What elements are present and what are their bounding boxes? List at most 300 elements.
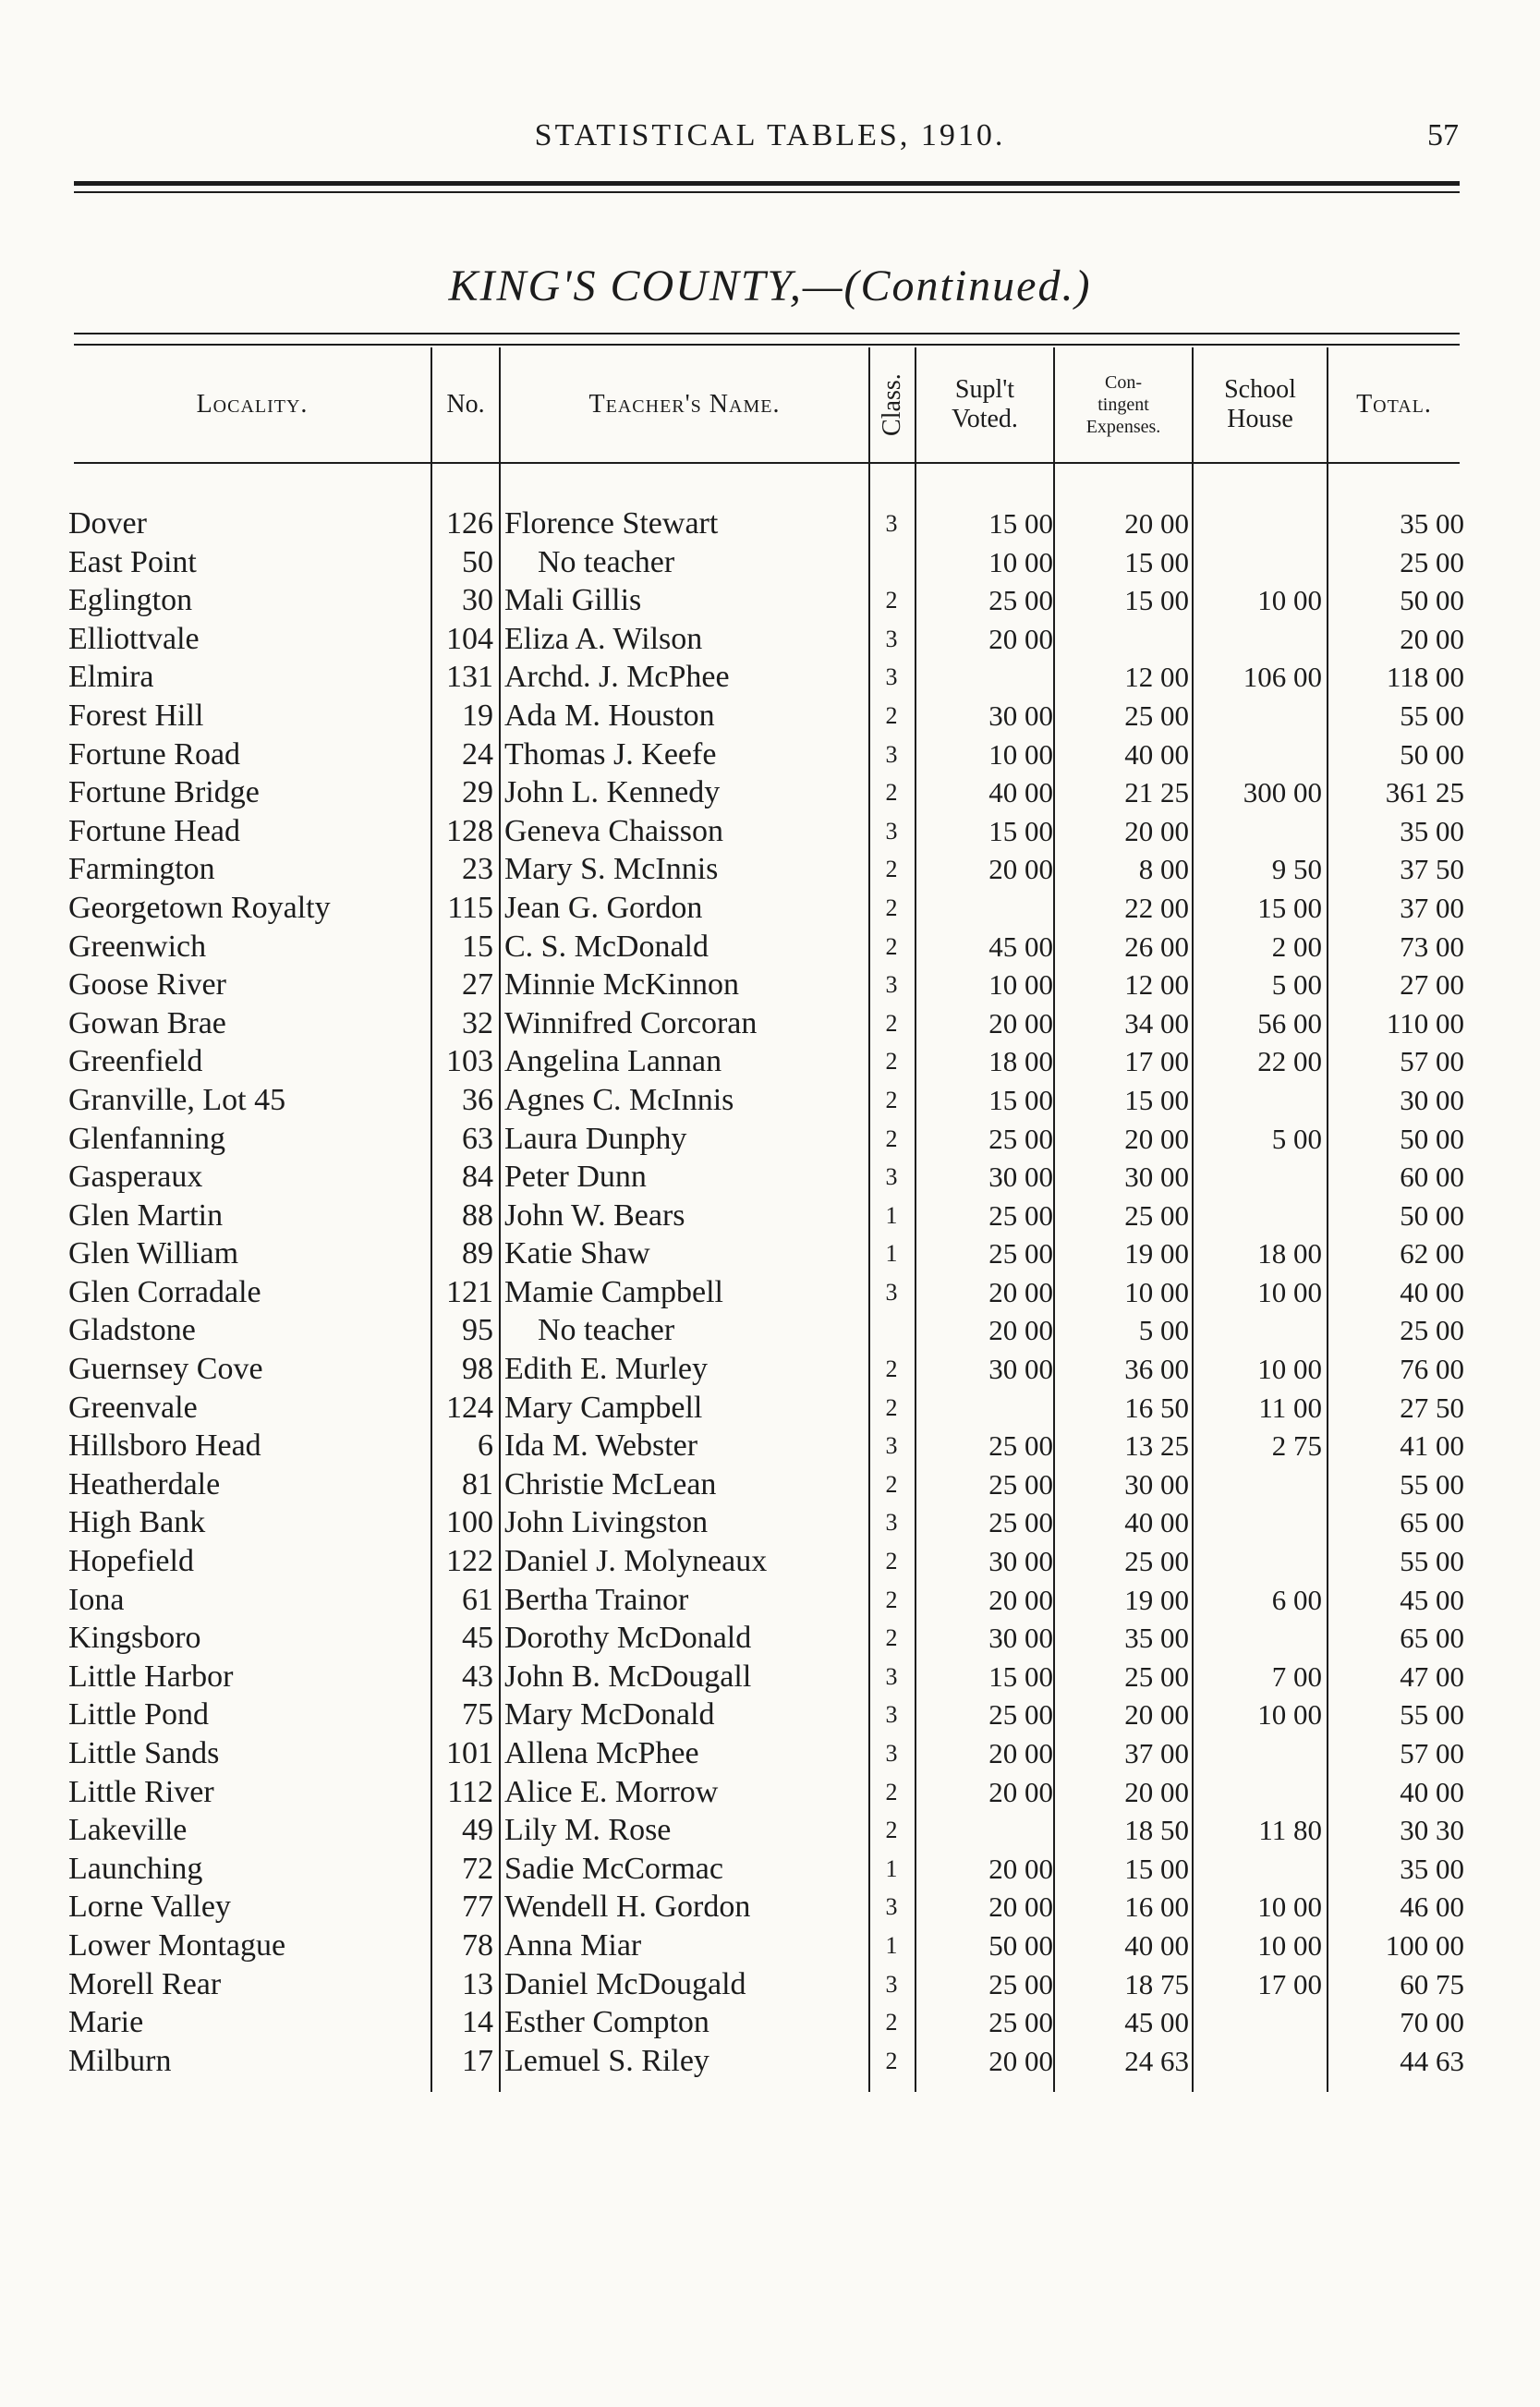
cell-class: 2 xyxy=(885,1548,898,1575)
cell-school-house: 10 00 xyxy=(1257,1928,1322,1962)
cell-supplement: 30 00 xyxy=(988,1622,1053,1655)
cell-total: 40 00 xyxy=(1400,1775,1464,1808)
table-row xyxy=(0,928,1540,966)
cell-class: 1 xyxy=(885,1931,898,1959)
header-rule-thick xyxy=(74,181,1460,186)
table-row xyxy=(0,889,1540,928)
cell-teacher: Mary McDonald xyxy=(504,1697,715,1732)
cell-total: 37 00 xyxy=(1400,891,1464,924)
cell-locality: Little River xyxy=(68,1774,214,1809)
table-row xyxy=(0,850,1540,889)
cell-contingent: 22 00 xyxy=(1124,891,1189,924)
cell-teacher: C. S. McDonald xyxy=(504,929,709,964)
header-school-house: School House xyxy=(1224,374,1296,433)
cell-number: 6 xyxy=(478,1428,493,1464)
cell-locality: Kingsboro xyxy=(68,1621,201,1656)
cell-supplement: 20 00 xyxy=(988,2044,1053,2077)
cell-class: 3 xyxy=(885,1278,898,1306)
cell-number: 30 xyxy=(462,583,493,618)
cell-contingent: 25 00 xyxy=(1124,1198,1189,1232)
cell-number: 104 xyxy=(446,621,493,656)
cell-supplement: 20 00 xyxy=(988,1775,1053,1808)
cell-teacher: Mamie Campbell xyxy=(504,1274,724,1309)
cell-teacher: Ida M. Webster xyxy=(504,1428,698,1464)
cell-class: 3 xyxy=(885,740,898,768)
cell-number: 72 xyxy=(462,1851,493,1886)
table-row xyxy=(0,1696,1540,1734)
cell-locality: Iona xyxy=(68,1582,125,1617)
cell-locality: Lower Montague xyxy=(68,1927,286,1963)
cell-contingent: 25 00 xyxy=(1124,1659,1189,1693)
cell-locality: Launching xyxy=(68,1851,203,1886)
cell-supplement: 10 00 xyxy=(988,968,1053,1002)
cell-teacher: Dorothy McDonald xyxy=(504,1621,752,1656)
cell-total: 27 00 xyxy=(1400,968,1464,1002)
cell-supplement: 45 00 xyxy=(988,930,1053,963)
cell-number: 75 xyxy=(462,1697,493,1732)
cell-supplement: 30 00 xyxy=(988,1545,1053,1578)
cell-total: 20 00 xyxy=(1400,622,1464,655)
cell-contingent: 13 25 xyxy=(1124,1429,1189,1463)
cell-locality: Greenvale xyxy=(68,1390,198,1425)
table-body xyxy=(0,504,1540,2080)
cell-supplement: 25 00 xyxy=(988,1198,1053,1232)
cell-contingent: 16 00 xyxy=(1124,1890,1189,1924)
cell-class: 3 xyxy=(885,1970,898,1998)
cell-number: 95 xyxy=(462,1313,493,1348)
cell-number: 103 xyxy=(446,1044,493,1079)
cell-locality: Morell Rear xyxy=(68,1966,222,2001)
table-row xyxy=(0,697,1540,735)
cell-number: 101 xyxy=(446,1736,493,1770)
cell-contingent: 19 00 xyxy=(1124,1237,1189,1270)
cell-class: 3 xyxy=(885,817,898,845)
cell-contingent: 26 00 xyxy=(1124,930,1189,963)
table-title: KING'S COUNTY,—(Continued.) xyxy=(448,261,1092,310)
cell-total: 70 00 xyxy=(1400,2006,1464,2039)
cell-locality: Goose River xyxy=(68,967,226,1003)
table-row xyxy=(0,1811,1540,1850)
cell-teacher: John Livingston xyxy=(504,1505,709,1540)
cell-teacher: Esther Compton xyxy=(504,2005,709,2040)
cell-number: 100 xyxy=(446,1505,493,1540)
cell-number: 36 xyxy=(462,1082,493,1117)
header-rule-thin xyxy=(74,191,1460,193)
cell-teacher: No teacher xyxy=(538,544,675,579)
cell-locality: Glen Corradale xyxy=(68,1274,261,1309)
cell-total: 62 00 xyxy=(1400,1237,1464,1270)
cell-locality: Elmira xyxy=(68,660,154,695)
cell-supplement: 25 00 xyxy=(988,1967,1053,2000)
cell-class: 3 xyxy=(885,971,898,999)
header-teacher: Teacher's Name. xyxy=(588,389,781,419)
cell-contingent: 20 00 xyxy=(1124,1122,1189,1155)
cell-contingent: 36 00 xyxy=(1124,1353,1189,1386)
cell-contingent: 10 00 xyxy=(1124,1275,1189,1308)
cell-school-house: 11 80 xyxy=(1258,1814,1322,1847)
cell-total: 25 00 xyxy=(1400,545,1464,578)
table-top-rule-inner xyxy=(74,344,1460,346)
cell-teacher: Lily M. Rose xyxy=(504,1813,672,1848)
cell-contingent: 15 00 xyxy=(1124,545,1189,578)
cell-class: 2 xyxy=(885,1624,898,1652)
cell-contingent: 20 00 xyxy=(1124,507,1189,540)
cell-total: 100 00 xyxy=(1385,1928,1464,1962)
cell-school-house: 15 00 xyxy=(1257,891,1322,924)
cell-contingent: 8 00 xyxy=(1138,853,1189,886)
cell-supplement: 20 00 xyxy=(988,1583,1053,1616)
cell-teacher: Sadie McCormac xyxy=(504,1851,723,1886)
cell-teacher: Katie Shaw xyxy=(504,1236,650,1271)
cell-contingent: 15 00 xyxy=(1124,584,1189,617)
cell-supplement: 25 00 xyxy=(988,1698,1053,1732)
cell-number: 89 xyxy=(462,1236,493,1271)
cell-teacher: Jean G. Gordon xyxy=(504,890,703,925)
table-row xyxy=(0,735,1540,774)
table-row xyxy=(0,1619,1540,1658)
cell-contingent: 18 75 xyxy=(1124,1967,1189,2000)
header-class xyxy=(870,347,915,462)
cell-school-house: 22 00 xyxy=(1257,1045,1322,1078)
cell-teacher: Daniel J. Molyneaux xyxy=(504,1544,768,1579)
cell-teacher: Agnes C. McInnis xyxy=(504,1082,734,1117)
cell-number: 14 xyxy=(462,2005,493,2040)
cell-number: 77 xyxy=(462,1890,493,1925)
cell-locality: Gowan Brae xyxy=(68,1005,226,1040)
cell-contingent: 19 00 xyxy=(1124,1583,1189,1616)
table-row xyxy=(0,1773,1540,1812)
cell-class: 3 xyxy=(885,625,898,652)
cell-number: 124 xyxy=(446,1390,493,1425)
cell-total: 50 00 xyxy=(1400,1198,1464,1232)
cell-school-house: 10 00 xyxy=(1257,1275,1322,1308)
cell-locality: Little Sands xyxy=(68,1736,220,1770)
table-row xyxy=(0,504,1540,543)
cell-number: 24 xyxy=(462,736,493,772)
cell-contingent: 15 00 xyxy=(1124,1083,1189,1116)
cell-locality: Georgetown Royalty xyxy=(68,890,331,925)
cell-class: 3 xyxy=(885,1509,898,1537)
cell-contingent: 24 63 xyxy=(1124,2044,1189,2077)
cell-class: 2 xyxy=(885,779,898,807)
cell-class: 3 xyxy=(885,1740,898,1767)
cell-total: 27 50 xyxy=(1400,1391,1464,1424)
cell-supplement: 20 00 xyxy=(988,853,1053,886)
table-row xyxy=(0,1465,1540,1504)
cell-supplement: 15 00 xyxy=(988,814,1053,847)
cell-total: 35 00 xyxy=(1400,507,1464,540)
cell-class: 3 xyxy=(885,1163,898,1191)
cell-locality: Heatherdale xyxy=(68,1466,221,1501)
cell-total: 50 00 xyxy=(1400,1122,1464,1155)
cell-teacher: Thomas J. Keefe xyxy=(504,736,717,772)
cell-locality: Fortune Head xyxy=(68,813,241,848)
table-row xyxy=(0,1427,1540,1465)
table-row xyxy=(0,1042,1540,1081)
cell-class: 2 xyxy=(885,1009,898,1037)
cell-supplement: 25 00 xyxy=(988,1467,1053,1501)
cell-locality: Hopefield xyxy=(68,1544,194,1579)
cell-contingent: 5 00 xyxy=(1138,1314,1189,1347)
cell-class: 2 xyxy=(885,701,898,729)
cell-locality: Glen William xyxy=(68,1236,239,1271)
cell-teacher: Christie McLean xyxy=(504,1466,717,1501)
cell-teacher: Angelina Lannan xyxy=(504,1044,722,1079)
cell-school-house: 2 75 xyxy=(1271,1429,1322,1463)
cell-supplement: 20 00 xyxy=(988,1852,1053,1885)
cell-teacher: Mary Campbell xyxy=(504,1390,703,1425)
cell-number: 128 xyxy=(446,813,493,848)
cell-supplement: 25 00 xyxy=(988,1237,1053,1270)
cell-number: 45 xyxy=(462,1621,493,1656)
cell-total: 30 00 xyxy=(1400,1083,1464,1116)
cell-class: 2 xyxy=(885,1778,898,1805)
cell-locality: Glen Martin xyxy=(68,1197,224,1233)
cell-school-house: 9 50 xyxy=(1271,853,1322,886)
table-row xyxy=(0,1503,1540,1542)
cell-school-house: 10 00 xyxy=(1257,1353,1322,1386)
cell-class: 3 xyxy=(885,510,898,537)
cell-number: 122 xyxy=(446,1544,493,1579)
cell-class: 3 xyxy=(885,1701,898,1729)
cell-contingent: 35 00 xyxy=(1124,1622,1189,1655)
cell-teacher: Ada M. Houston xyxy=(504,698,715,733)
cell-total: 50 00 xyxy=(1400,737,1464,771)
table-header-bottom-rule xyxy=(74,462,1460,464)
cell-supplement: 10 00 xyxy=(988,737,1053,771)
cell-number: 50 xyxy=(462,544,493,579)
cell-teacher: Mary S. McInnis xyxy=(504,852,719,887)
cell-supplement: 15 00 xyxy=(988,507,1053,540)
cell-class: 2 xyxy=(885,1124,898,1152)
cell-class: 2 xyxy=(885,587,898,614)
cell-teacher: Mali Gillis xyxy=(504,583,642,618)
cell-teacher: Bertha Trainor xyxy=(504,1582,689,1617)
cell-school-house: 106 00 xyxy=(1243,661,1322,694)
cell-locality: Little Harbor xyxy=(68,1659,234,1694)
cell-school-house: 10 00 xyxy=(1257,584,1322,617)
cell-number: 15 xyxy=(462,929,493,964)
cell-contingent: 17 00 xyxy=(1124,1045,1189,1078)
cell-contingent: 21 25 xyxy=(1124,776,1189,809)
cell-locality: Fortune Bridge xyxy=(68,775,260,810)
cell-locality: Glenfanning xyxy=(68,1121,225,1156)
cell-teacher: No teacher xyxy=(538,1313,675,1348)
cell-school-house: 10 00 xyxy=(1257,1698,1322,1732)
cell-number: 23 xyxy=(462,852,493,887)
cell-number: 131 xyxy=(446,660,493,695)
running-head xyxy=(0,118,1540,155)
table-row xyxy=(0,620,1540,659)
cell-locality: Marie xyxy=(68,2005,144,2040)
cell-total: 37 50 xyxy=(1400,853,1464,886)
cell-teacher: Allena McPhee xyxy=(504,1736,699,1770)
cell-supplement: 25 00 xyxy=(988,2006,1053,2039)
cell-total: 65 00 xyxy=(1400,1506,1464,1539)
cell-class: 2 xyxy=(885,1817,898,1844)
cell-total: 76 00 xyxy=(1400,1353,1464,1386)
cell-teacher: Lemuel S. Riley xyxy=(504,2043,709,2078)
cell-locality: Eglington xyxy=(68,583,193,618)
cell-total: 118 00 xyxy=(1386,661,1464,694)
cell-total: 41 00 xyxy=(1400,1429,1464,1463)
cell-locality: Hillsboro Head xyxy=(68,1428,261,1464)
cell-locality: Lakeville xyxy=(68,1813,188,1848)
cell-locality: Greenwich xyxy=(68,929,207,964)
cell-class: 1 xyxy=(885,1854,898,1882)
cell-total: 60 00 xyxy=(1400,1161,1464,1194)
cell-supplement: 25 00 xyxy=(988,1429,1053,1463)
table-row xyxy=(0,773,1540,812)
cell-locality: Little Pond xyxy=(68,1697,210,1732)
cell-class: 2 xyxy=(885,932,898,960)
cell-supplement: 15 00 xyxy=(988,1659,1053,1693)
header-locality: Locality. xyxy=(196,389,309,419)
table-row xyxy=(0,1389,1540,1428)
table-row xyxy=(0,1542,1540,1581)
cell-school-house: 18 00 xyxy=(1257,1237,1322,1270)
cell-teacher: Archd. J. McPhee xyxy=(504,660,730,695)
table-row xyxy=(0,812,1540,851)
cell-contingent: 30 00 xyxy=(1124,1161,1189,1194)
cell-class: 1 xyxy=(885,1201,898,1229)
cell-school-house: 10 00 xyxy=(1257,1890,1322,1924)
cell-class: 2 xyxy=(885,1086,898,1113)
cell-class: 2 xyxy=(885,1355,898,1383)
cell-class: 3 xyxy=(885,663,898,691)
cell-total: 50 00 xyxy=(1400,584,1464,617)
cell-class: 3 xyxy=(885,1893,898,1921)
cell-school-house: 300 00 xyxy=(1243,776,1322,809)
cell-locality: Granville, Lot 45 xyxy=(68,1082,286,1117)
cell-supplement: 20 00 xyxy=(988,1006,1053,1039)
cell-number: 49 xyxy=(462,1813,493,1848)
cell-teacher: Winnifred Corcoran xyxy=(504,1005,758,1040)
cell-number: 84 xyxy=(462,1160,493,1195)
cell-contingent: 16 50 xyxy=(1124,1391,1189,1424)
cell-locality: Gladstone xyxy=(68,1313,196,1348)
cell-contingent: 40 00 xyxy=(1124,1928,1189,1962)
cell-locality: Dover xyxy=(68,506,147,541)
cell-teacher: Edith E. Murley xyxy=(504,1352,709,1387)
cell-number: 98 xyxy=(462,1352,493,1387)
cell-teacher: John L. Kennedy xyxy=(504,775,721,810)
table-row xyxy=(0,1197,1540,1235)
cell-supplement: 18 00 xyxy=(988,1045,1053,1078)
cell-teacher: Alice E. Morrow xyxy=(504,1774,719,1809)
cell-class: 2 xyxy=(885,1393,898,1421)
table-row xyxy=(0,2042,1540,2081)
cell-teacher: Eliza A. Wilson xyxy=(504,621,703,656)
cell-locality: Gasperaux xyxy=(68,1160,203,1195)
cell-locality: East Point xyxy=(68,544,197,579)
cell-contingent: 40 00 xyxy=(1124,737,1189,771)
cell-class: 2 xyxy=(885,1470,898,1498)
cell-locality: Farmington xyxy=(68,852,215,887)
cell-number: 112 xyxy=(447,1774,493,1809)
cell-school-house: 11 00 xyxy=(1258,1391,1322,1424)
cell-number: 81 xyxy=(462,1466,493,1501)
cell-contingent: 18 50 xyxy=(1124,1814,1189,1847)
cell-school-house: 7 00 xyxy=(1271,1659,1322,1693)
table-row xyxy=(0,1850,1540,1889)
cell-total: 110 00 xyxy=(1386,1006,1464,1039)
cell-total: 60 75 xyxy=(1400,1967,1464,2000)
cell-total: 65 00 xyxy=(1400,1622,1464,1655)
table-row xyxy=(0,1658,1540,1696)
cell-contingent: 45 00 xyxy=(1124,2006,1189,2039)
table-row xyxy=(0,2003,1540,2042)
cell-contingent: 15 00 xyxy=(1124,1852,1189,1885)
cell-total: 73 00 xyxy=(1400,930,1464,963)
cell-locality: High Bank xyxy=(68,1505,206,1540)
cell-contingent: 40 00 xyxy=(1124,1506,1189,1539)
cell-number: 61 xyxy=(462,1582,493,1617)
header-suplt-voted: Supl't Voted. xyxy=(952,374,1018,433)
cell-supplement: 40 00 xyxy=(988,776,1053,809)
cell-teacher: Peter Dunn xyxy=(504,1160,647,1195)
cell-number: 88 xyxy=(462,1197,493,1233)
running-title: STATISTICAL TABLES, 1910. xyxy=(534,118,1006,152)
cell-supplement: 25 00 xyxy=(988,1122,1053,1155)
cell-total: 55 00 xyxy=(1400,699,1464,732)
cell-class: 2 xyxy=(885,2009,898,2036)
cell-total: 35 00 xyxy=(1400,814,1464,847)
cell-total: 35 00 xyxy=(1400,1852,1464,1885)
cell-school-house: 6 00 xyxy=(1271,1583,1322,1616)
cell-number: 19 xyxy=(462,698,493,733)
cell-number: 32 xyxy=(462,1005,493,1040)
table-row xyxy=(0,1120,1540,1159)
cell-class: 2 xyxy=(885,894,898,921)
header-total: Total. xyxy=(1356,389,1432,419)
cell-class: 2 xyxy=(885,1048,898,1076)
page-number: 57 xyxy=(1427,118,1459,152)
table-row xyxy=(0,1234,1540,1273)
cell-locality: Forest Hill xyxy=(68,698,204,733)
cell-supplement: 20 00 xyxy=(988,1275,1053,1308)
cell-contingent: 37 00 xyxy=(1124,1737,1189,1769)
cell-teacher: Daniel McDougald xyxy=(504,1966,746,2001)
cell-number: 115 xyxy=(447,890,493,925)
cell-teacher: Florence Stewart xyxy=(504,506,719,541)
cell-supplement: 30 00 xyxy=(988,1161,1053,1194)
cell-contingent: 20 00 xyxy=(1124,1698,1189,1732)
cell-locality: Guernsey Cove xyxy=(68,1352,263,1387)
cell-class: 3 xyxy=(885,1662,898,1690)
cell-locality: Fortune Road xyxy=(68,736,241,772)
cell-contingent: 12 00 xyxy=(1124,968,1189,1002)
cell-supplement: 50 00 xyxy=(988,1928,1053,1962)
cell-class: 2 xyxy=(885,2047,898,2074)
cell-number: 29 xyxy=(462,775,493,810)
cell-number: 17 xyxy=(462,2043,493,2078)
cell-total: 47 00 xyxy=(1400,1659,1464,1693)
cell-supplement: 20 00 xyxy=(988,1314,1053,1347)
cell-locality: Lorne Valley xyxy=(68,1890,231,1925)
cell-number: 13 xyxy=(462,1966,493,2001)
cell-teacher: Anna Miar xyxy=(504,1927,642,1963)
cell-total: 44 63 xyxy=(1400,2044,1464,2077)
cell-contingent: 34 00 xyxy=(1124,1006,1189,1039)
cell-total: 40 00 xyxy=(1400,1275,1464,1308)
cell-supplement: 30 00 xyxy=(988,699,1053,732)
cell-contingent: 20 00 xyxy=(1124,1775,1189,1808)
cell-supplement: 10 00 xyxy=(988,545,1053,578)
cell-class xyxy=(868,1311,915,1350)
header-class-label: Class. xyxy=(877,373,906,436)
table-row xyxy=(0,1004,1540,1043)
